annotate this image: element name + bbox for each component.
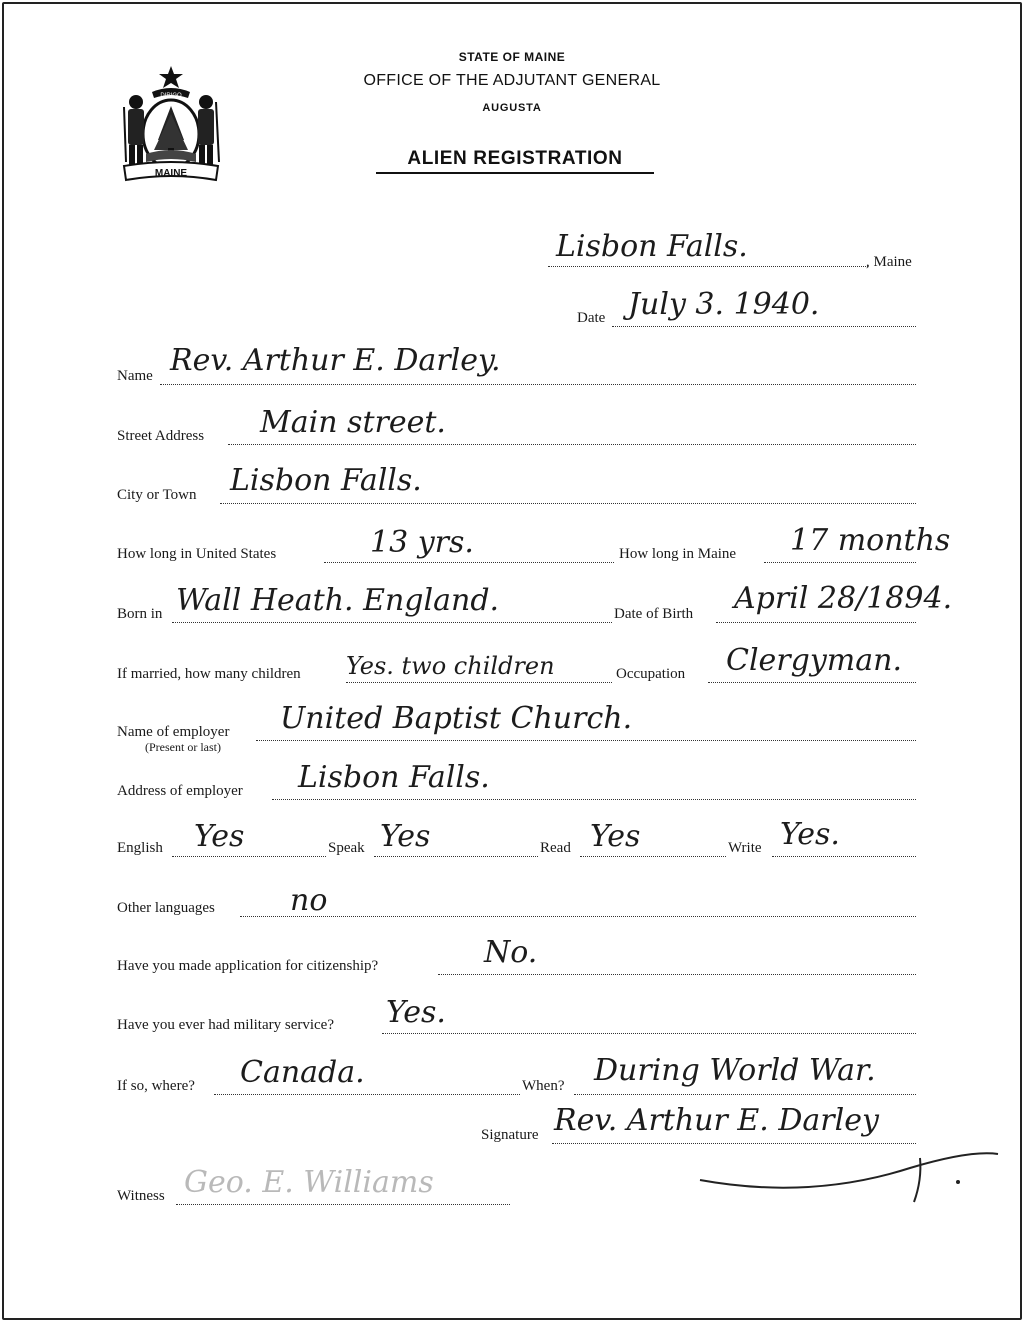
date-line — [612, 326, 916, 327]
street-value: Main street. — [260, 405, 446, 440]
employer-address-line — [272, 799, 916, 800]
read-label: Read — [540, 840, 571, 856]
form-title: ALIEN REGISTRATION — [376, 148, 654, 174]
witness-value: Geo. E. Williams — [184, 1165, 434, 1200]
maine-suffix: , Maine — [866, 254, 912, 270]
write-label: Write — [728, 840, 762, 856]
employer-value: United Baptist Church. — [280, 701, 633, 736]
seal-motto: DIRIGO — [160, 93, 182, 99]
citizenship-label: Have you made application for citizenship? — [117, 958, 379, 974]
read-line — [580, 856, 726, 857]
us-time-label: How long in United States — [117, 546, 277, 562]
street-line — [228, 444, 916, 445]
maine-time-label: How long in Maine — [619, 546, 737, 562]
city-line — [220, 503, 916, 504]
english-label: English — [117, 840, 163, 856]
married-value: Yes. two children — [346, 652, 555, 680]
military-line — [382, 1033, 916, 1034]
occupation-label: Occupation — [616, 666, 686, 682]
witness-label: Witness — [117, 1188, 165, 1204]
where-value: Canada. — [240, 1055, 365, 1090]
born-value: Wall Heath. England. — [176, 583, 500, 618]
speak-value: Yes — [380, 819, 431, 854]
born-label: Born in — [117, 606, 163, 622]
us-time-value: 13 yrs. — [370, 525, 474, 560]
signature-label: Signature — [481, 1127, 539, 1143]
read-value: Yes — [590, 819, 641, 854]
maine-time-line — [764, 562, 916, 563]
speak-label: Speak — [328, 840, 365, 856]
place-line — [548, 266, 868, 267]
occupation-value: Clergyman. — [726, 643, 902, 678]
signature-value: Rev. Arthur E. Darley — [554, 1103, 879, 1138]
citizenship-value: No. — [484, 935, 538, 970]
street-label: Street Address — [117, 428, 205, 444]
place-value: Lisbon Falls. — [556, 229, 748, 264]
city-value: Lisbon Falls. — [230, 463, 422, 498]
employer-label: Name of employer — [117, 724, 230, 740]
born-line — [172, 622, 612, 623]
military-value: Yes. — [386, 995, 446, 1030]
other-languages-value: no — [290, 883, 328, 918]
employer-address-value: Lisbon Falls. — [298, 760, 490, 795]
citizenship-line — [438, 974, 916, 975]
where-label: If so, where? — [117, 1078, 195, 1094]
city-heading: AUGUSTA — [482, 102, 542, 114]
seal-label: MAINE — [154, 168, 188, 179]
when-value: During World War. — [594, 1053, 876, 1088]
employer-address-label: Address of employer — [117, 783, 243, 799]
employer-sublabel: (Present or last) — [145, 740, 221, 754]
city-label: City or Town — [117, 487, 197, 503]
witness-line — [176, 1204, 510, 1205]
where-line — [214, 1094, 520, 1095]
english-value: Yes — [194, 819, 245, 854]
other-languages-label: Other languages — [117, 900, 215, 916]
dob-label: Date of Birth — [614, 606, 694, 622]
married-line — [346, 682, 612, 683]
date-value: July 3. 1940. — [628, 287, 820, 322]
employer-line — [256, 740, 916, 741]
us-time-line — [324, 562, 614, 563]
dob-line — [716, 622, 916, 623]
state-heading: STATE OF MAINE — [458, 50, 566, 64]
military-label: Have you ever had military service? — [117, 1017, 334, 1033]
when-line — [574, 1094, 916, 1095]
married-label: If married, how many children — [117, 666, 301, 682]
dob-value: April 28/1894. — [734, 581, 953, 616]
name-value: Rev. Arthur E. Darley. — [170, 343, 501, 378]
name-label: Name — [117, 368, 153, 384]
other-languages-line — [240, 916, 916, 917]
date-label: Date — [577, 310, 606, 326]
maine-time-value: 17 months — [790, 523, 951, 558]
name-line — [160, 384, 916, 385]
occupation-line — [708, 682, 916, 683]
signature-flourish — [690, 1140, 1010, 1220]
speak-line — [374, 856, 538, 857]
english-line — [172, 856, 326, 857]
office-heading: OFFICE OF THE ADJUTANT GENERAL — [363, 72, 661, 89]
write-line — [772, 856, 916, 857]
write-value: Yes. — [780, 817, 840, 852]
when-label: When? — [522, 1078, 565, 1094]
